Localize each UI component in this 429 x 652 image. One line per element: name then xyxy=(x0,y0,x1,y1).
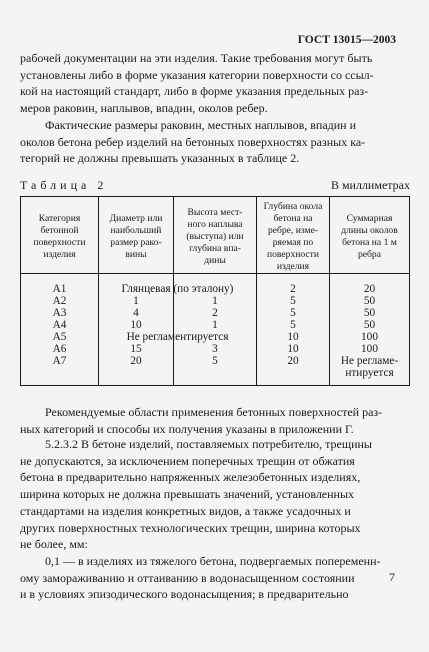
text-line: бетона в предварительно напряженных железобетонных изделиях, xyxy=(20,470,361,485)
cell-total-length: 100 xyxy=(361,343,378,355)
cell-merged-glossy: Глянцевая (по эталону) xyxy=(121,283,234,295)
table-caption xyxy=(20,178,410,193)
cell-bump-height: 1 xyxy=(212,295,218,307)
text-line: Фактические размеры раковин, местных наплывов, впадин и xyxy=(45,118,357,132)
table-title: Таблица 2 xyxy=(20,178,108,192)
text-line: 5.2.3.2 В бетоне изделий, поставляемых потребителю, трещины xyxy=(45,437,372,451)
page-number: 7 xyxy=(389,570,395,584)
header-divider xyxy=(21,273,409,274)
cell-chip-depth: 2 xyxy=(290,283,296,295)
cell-total-length: 50 xyxy=(363,295,376,307)
cell-total-length: нтируется xyxy=(345,367,394,379)
cell-total-length: 20 xyxy=(363,283,376,295)
text-line: 0,1 — в изделиях из тяжелого бетона, подвергаемых попеременн- xyxy=(45,554,381,568)
text-line: установлены либо в форме указания категории поверхности со ссыл- xyxy=(20,67,374,82)
cell-bump-height: 1 xyxy=(212,319,218,331)
paragraph-heavy-concrete xyxy=(20,553,410,603)
cell-merged-not-regulated: Не регламентируется xyxy=(126,331,229,343)
cell-diameter: 4 xyxy=(133,307,139,319)
cell-bump-height: 5 xyxy=(212,355,218,367)
cell-category: А6 xyxy=(52,343,67,355)
cell-diameter: 1 xyxy=(133,295,139,307)
table-units: В миллиметрах xyxy=(330,178,410,192)
text-line: и в условиях эпизодического водонасыщения; в предварительно xyxy=(20,587,349,602)
text-line: ных категорий и способы их получения указаны в приложении Г. xyxy=(20,421,354,436)
text-line: ому замораживанию и оттаиванию в водонасыщенном состоянии xyxy=(20,570,355,585)
header-total-chip-length: Суммарная длины околов бетона на 1 м ребра xyxy=(341,213,398,260)
cell-chip-depth: 10 xyxy=(287,331,299,343)
cell-total-length: Не регламе- xyxy=(340,355,399,367)
cell-total-length: 100 xyxy=(361,331,378,343)
text-line: не допускаются, за исключением поперечных трещин от обжатия xyxy=(20,453,355,468)
header-chip-depth: Глубина окола бетона на ребре, изме- ряемая по поверхности изделия xyxy=(263,201,323,272)
cell-category: А5 xyxy=(52,331,67,343)
text-line: Рекомендуемые области применения бетонных поверхностей раз- xyxy=(45,405,383,419)
cell-category: А3 xyxy=(52,307,67,319)
cell-diameter: 10 xyxy=(130,319,142,331)
cell-total-length: 50 xyxy=(363,307,376,319)
table-2 xyxy=(20,196,410,386)
text-line: тегорий не должны превышать указанных в таблице 2. xyxy=(20,151,300,166)
cell-bump-height: 2 xyxy=(212,307,218,319)
paragraph-actual-sizes xyxy=(20,117,410,167)
cell-category: А2 xyxy=(52,295,67,307)
cell-chip-depth: 10 xyxy=(287,343,299,355)
text-line: рабочей документации на эти изделия. Такие требования могут быть xyxy=(20,51,373,65)
cell-category: А7 xyxy=(52,355,67,367)
cell-category: А1 xyxy=(52,283,67,295)
cell-chip-depth: 5 xyxy=(290,319,296,331)
cell-bump-height: 3 xyxy=(212,343,218,355)
text-line: меров раковин, наплывов, впадин, околов ребер. xyxy=(20,101,268,116)
text-line: других поверхностных технологических трещин, ширина которых xyxy=(20,520,361,535)
header-cavity-diameter: Диаметр или наибольший размер рако- вины xyxy=(109,213,163,260)
paragraph-cracks xyxy=(20,436,410,553)
paragraph-recommended xyxy=(20,404,410,437)
text-line: околов бетона ребер изделий на бетонных поверхностях разных ка- xyxy=(20,134,366,149)
header-bump-height: Высота мест- ного наплыва (выступа) или глубина впа- дины xyxy=(186,207,244,266)
text-line: не более, мм: xyxy=(20,537,88,552)
paragraph-intro xyxy=(20,50,410,117)
header-category: Категория бетонной поверхности изделия xyxy=(33,213,86,260)
text-line: кой на настоящий стандарт, либо в форме указания предельных раз- xyxy=(20,84,369,99)
text-line: стандартами на изделия конкретных видов, а также усадочных и xyxy=(20,503,351,518)
cell-chip-depth: 20 xyxy=(287,355,299,367)
cell-total-length: 50 xyxy=(363,319,376,331)
text-line: ширина которых не должна превышать значений, установленных xyxy=(20,487,355,502)
cell-chip-depth: 5 xyxy=(290,295,296,307)
standard-code: ГОСТ 13015—2003 xyxy=(297,34,396,46)
cell-diameter: 20 xyxy=(130,355,142,367)
cell-diameter: 15 xyxy=(130,343,142,355)
cell-chip-depth: 5 xyxy=(290,307,296,319)
cell-category: А4 xyxy=(52,319,67,331)
